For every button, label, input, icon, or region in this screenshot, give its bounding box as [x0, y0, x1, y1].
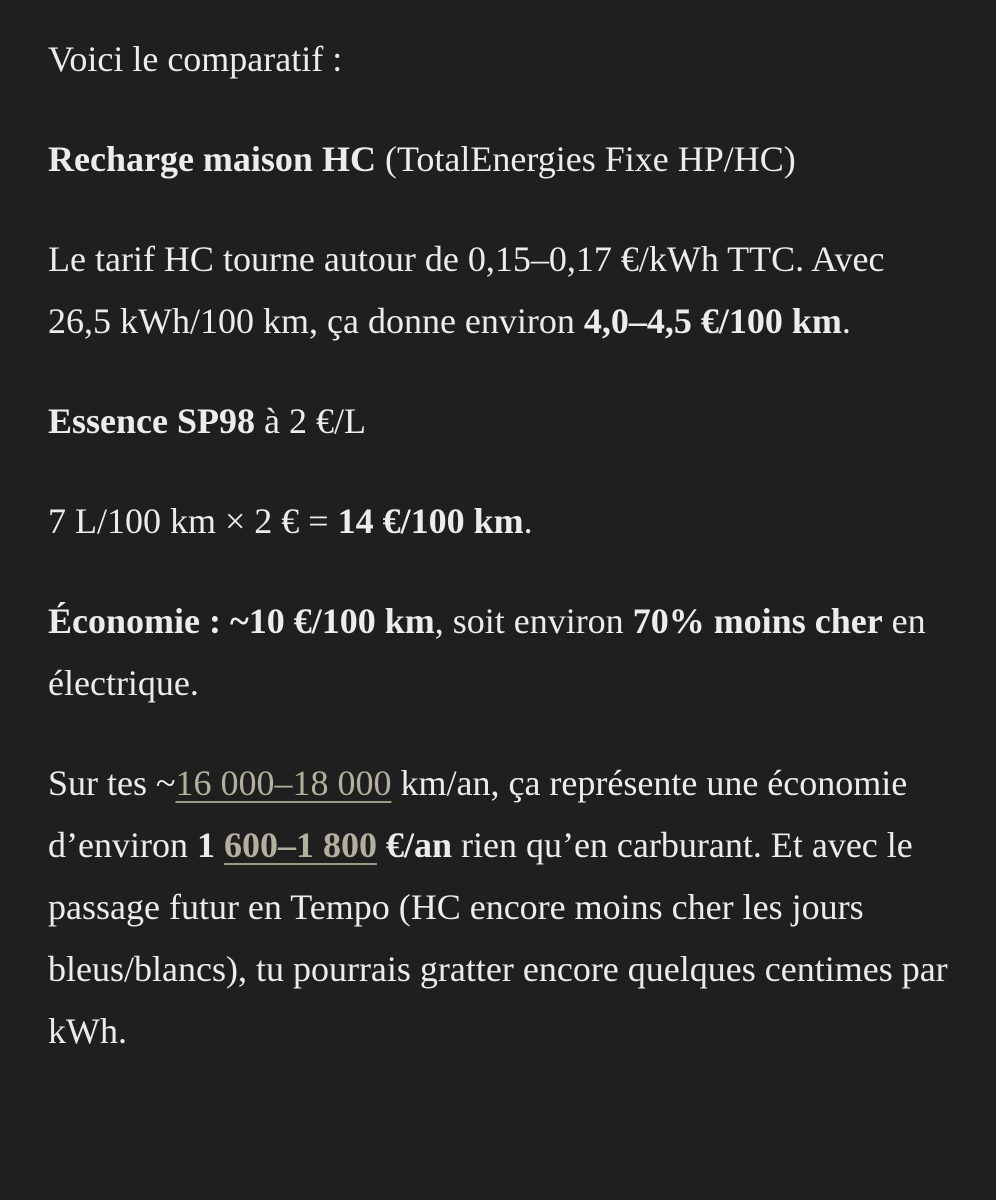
- annual-text: [48, 752, 948, 1062]
- petrol-cost: 14 €/100 km: [337, 501, 524, 541]
- petrol-title: Essence SP98: [48, 401, 255, 441]
- annual-amount-prefix: 1: [196, 825, 215, 865]
- savings-percent: 70% moins cher: [632, 601, 883, 641]
- home-charging-end: .: [841, 301, 851, 341]
- annual-part1: Sur tes ~: [48, 763, 176, 803]
- home-charging-heading: [48, 128, 948, 190]
- savings-text: [48, 590, 948, 714]
- home-charging-cost: 4,0–4,5 €/100 km: [583, 301, 842, 341]
- savings-label: Économie : ~10 €/100 km: [48, 601, 435, 641]
- km-range-link[interactable]: 16 000–18 000: [175, 763, 392, 803]
- annual-part3: rien qu’en carburant. Et avec le passage futur en Tempo (HC encore moins cher les jours bleus/blancs), tu pourrais gratter encore quelques centimes par kWh.: [48, 825, 948, 1051]
- savings-end: en électrique.: [48, 601, 926, 703]
- annual-part2: km/an, ça représente une économie d’environ: [48, 763, 908, 865]
- petrol-heading: [48, 390, 948, 452]
- savings-mid: , soit environ: [434, 601, 624, 641]
- petrol-detail: à 2 €/L: [264, 401, 366, 441]
- annual-amount-suffix: €/an: [385, 825, 452, 865]
- intro-label: Voici le comparatif :: [48, 39, 343, 79]
- intro-text: [48, 28, 948, 90]
- petrol-calc: [48, 490, 948, 552]
- annual-amount-link[interactable]: 600–1 800: [223, 825, 377, 865]
- home-charging-title: Recharge maison HC: [48, 139, 376, 179]
- petrol-end: .: [523, 501, 533, 541]
- home-charging-text: Le tarif HC tourne autour de 0,15–0,17 €/kWh TTC. Avec 26,5 kWh/100 km, ça donne environ: [48, 239, 885, 341]
- assistant-message: [48, 28, 948, 1100]
- home-charging-detail: (TotalEnergies Fixe HP/HC): [384, 139, 796, 179]
- petrol-calc-text: 7 L/100 km × 2 € =: [48, 501, 329, 541]
- home-charging-body: [48, 228, 948, 352]
